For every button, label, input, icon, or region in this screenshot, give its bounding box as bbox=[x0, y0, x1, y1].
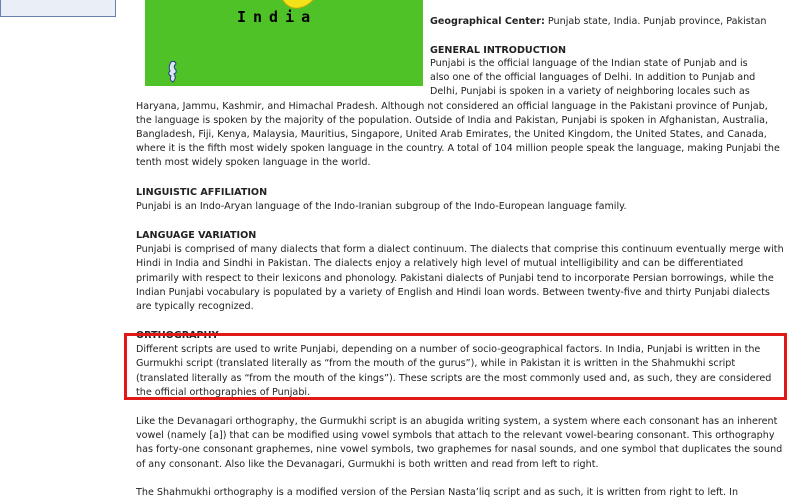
gurmukhi-paragraph bbox=[136, 415, 784, 472]
intro-line-1: Punjabi is the official language of the Indian state of Punjab and is bbox=[430, 58, 748, 69]
intro-heading: GENERAL INTRODUCTION bbox=[430, 45, 567, 56]
language-variation-section bbox=[136, 229, 784, 314]
intro-line-3: Delhi, Punjabi is spoken in a variety of neighboring locales such as bbox=[430, 86, 750, 98]
affiliation-heading: LINGUISTIC AFFILIATION bbox=[136, 187, 268, 198]
intro-paragraph bbox=[136, 57, 784, 171]
orthography-heading: ORTHOGRAPHY bbox=[136, 330, 219, 341]
variation-heading: LANGUAGE VARIATION bbox=[136, 230, 257, 241]
intro-body: Haryana, Jammu, Kashmir, and Himachal Pradesh. Although not considered an official language in the Pakistani province of Punjab, the language is spoken by the majority of the population. Outside of India and Pakistan, Punjabi is spoken in Afghanistan, Australia, Bangladesh, Fiji, Kenya, Malaysia, Mauritius, Singapore, United Arab Emirates, the United Kingdom, the United States, and Canada, where it is the fifth most widely spoken language in the country. A total of 104 million people speak the language, making Punjabi the tenth most widely spoken language in the world. bbox=[136, 100, 780, 169]
gurmukhi-text: Like the Devanagari orthography, the Gurmukhi script is an abugida writing system, a system where each consonant has an inherent vowel (namely [a]) that can be modified using vowel symbols that attach to the relevant vowel-bearing consonant. This orthography has forty-one consonant graphemes, nine vowel symbols, two graphemes for nasal sounds, and one symbol that duplicates the sound of any consonant. Also like the Devanagari, Gurmukhi is both written and read from left to right. bbox=[136, 416, 783, 470]
shahmukhi-text: The Shahmukhi orthography is a modified version of the Persian Nasta’liq script and as such, it is written from right to left. In bbox=[136, 487, 739, 498]
intro-line-2: also one of the official languages of Delhi. In addition to Punjab and bbox=[430, 72, 756, 84]
affiliation-text: Punjabi is an Indo-Aryan language of the Indo-Iranian subgroup of the Indo-European language family. bbox=[136, 201, 627, 213]
geo-value: Punjab state, India. Punjab province, Pakistan bbox=[547, 16, 767, 27]
variation-text: Punjabi is comprised of many dialects that form a dialect continuum. The dialects that comprise this continuum eventually merge with Hindi in India and Sindhi in Pakistan. The dialects enjoy a relatively high level of mutual intelligibility and can be differentiated primarily with respect to their lexicons and phonology. Pakistani dialects of Punjabi tend to incorporate Persian borrowings, while the Indian Punjabi vocabulary is populated by a variety of English and Hindi loan words. Between twenty-five and thirty Punjabi dialects are typically recognized. bbox=[136, 244, 784, 313]
map-label: India bbox=[237, 8, 318, 26]
orthography-text: Different scripts are used to write Punjabi, depending on a number of socio-geographical factors. In India, Punjabi is written in the Gurmukhi script (translated literally as “from the mouth of the gurus”), while in Pakistan it is written in the Shahmukhi script (translated literally as “from the mouth of the kings”). These scripts are the most commonly used and, as such, they are considered the official orthographies of Punjabi. bbox=[136, 344, 772, 398]
linguistic-affiliation-section bbox=[136, 186, 784, 214]
geographical-center bbox=[430, 15, 766, 29]
highlight-box bbox=[124, 333, 787, 400]
geo-label: Geographical Center: bbox=[430, 16, 545, 27]
side-nav-panel[interactable] bbox=[0, 0, 116, 17]
